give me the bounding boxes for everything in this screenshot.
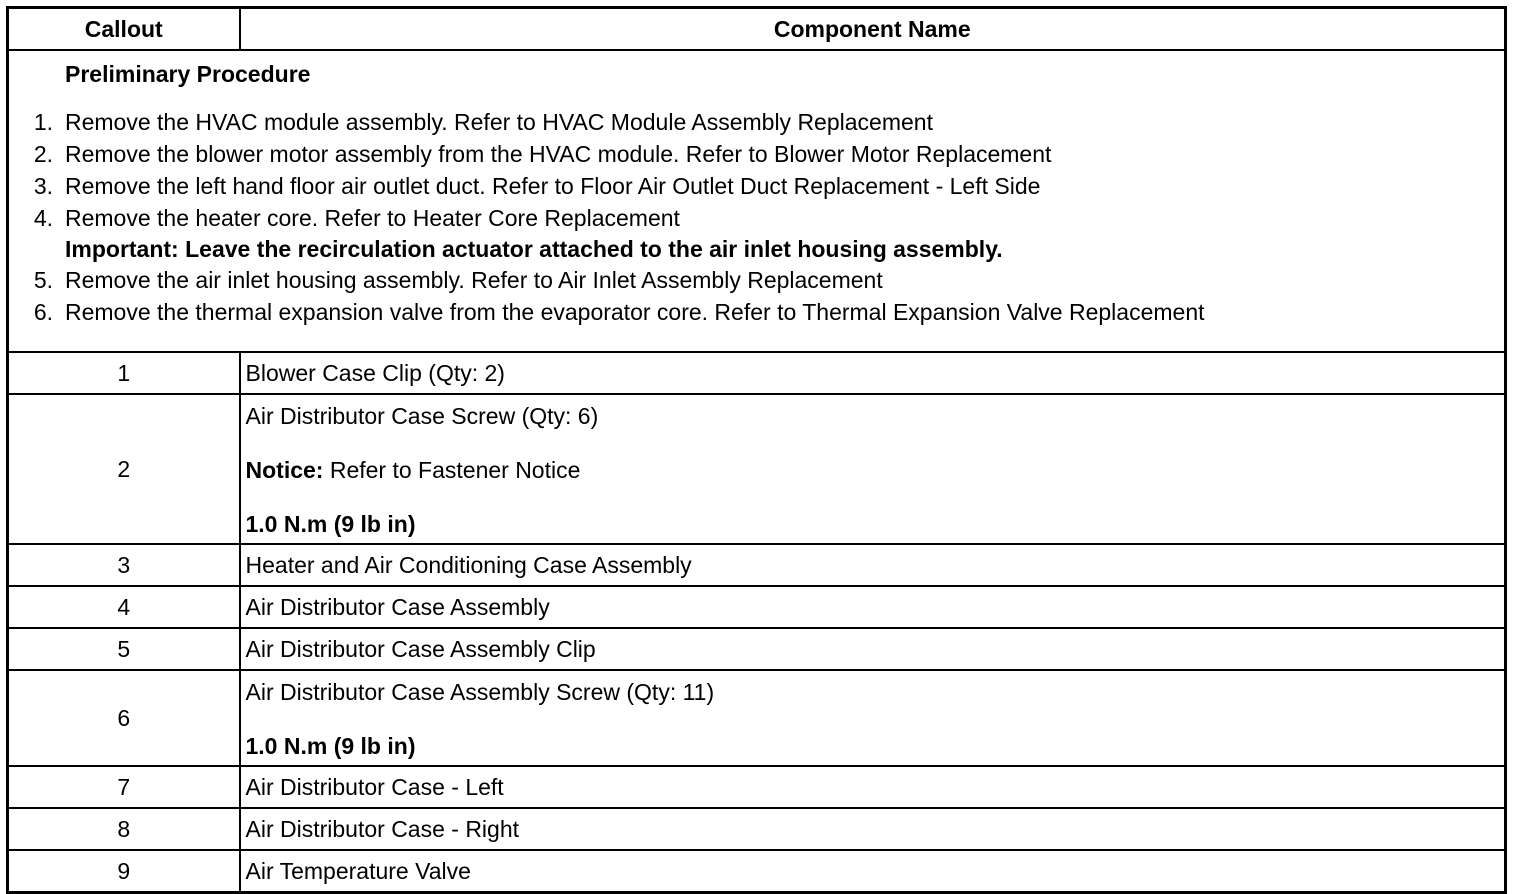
procedure-steps xyxy=(25,106,1504,234)
step-text: Remove the HVAC module assembly. Refer to HVAC Module Assembly Replacement xyxy=(65,109,933,135)
callout-cell: 4 xyxy=(8,586,240,628)
step-number: 6. xyxy=(33,299,53,325)
table-row xyxy=(8,808,1506,850)
step-text: Remove the air inlet housing assembly. Refer to Air Inlet Assembly Replacement xyxy=(65,267,883,293)
table-row xyxy=(8,544,1506,586)
procedure-step xyxy=(25,296,1504,328)
component-name-cell xyxy=(240,394,1506,544)
component-name: Air Distributor Case Screw (Qty: 6) xyxy=(245,403,599,429)
component-name-cell: Air Distributor Case Assembly Clip xyxy=(240,628,1506,670)
callout-header: Callout xyxy=(8,8,240,51)
table-row xyxy=(8,394,1506,544)
procedure-step xyxy=(25,170,1504,202)
component-name-cell: Air Distributor Case - Left xyxy=(240,766,1506,808)
callout-cell: 9 xyxy=(8,850,240,893)
component-name-cell: Air Temperature Valve xyxy=(240,850,1506,893)
table-row xyxy=(8,586,1506,628)
procedure-step xyxy=(25,106,1504,138)
preliminary-procedure-row xyxy=(8,50,1506,352)
component-name-header: Component Name xyxy=(240,8,1506,51)
callout-cell: 8 xyxy=(8,808,240,850)
table-row xyxy=(8,670,1506,766)
table-row xyxy=(8,766,1506,808)
step-number: 4. xyxy=(33,205,53,231)
step-text: Remove the left hand floor air outlet duct. Refer to Floor Air Outlet Duct Replacement - Left Side xyxy=(65,173,1041,199)
procedure-steps-continued xyxy=(25,264,1504,328)
component-name-cell: Air Distributor Case - Right xyxy=(240,808,1506,850)
component-name-cell: Blower Case Clip (Qty: 2) xyxy=(240,352,1506,394)
callout-cell: 5 xyxy=(8,628,240,670)
table-row xyxy=(8,850,1506,893)
notice-line xyxy=(246,457,1505,483)
component-name-cell xyxy=(240,670,1506,766)
step-number: 3. xyxy=(33,173,53,199)
component-table xyxy=(6,6,1507,894)
procedure-title: Preliminary Procedure xyxy=(65,61,311,87)
callout-cell: 2 xyxy=(8,394,240,544)
callout-cell: 6 xyxy=(8,670,240,766)
preliminary-procedure-cell xyxy=(8,50,1506,352)
component-name-cell: Heater and Air Conditioning Case Assembly xyxy=(240,544,1506,586)
step-text: Remove the thermal expansion valve from the evaporator core. Refer to Thermal Expansion Valve Replacement xyxy=(65,299,1205,325)
procedure-step xyxy=(25,138,1504,170)
torque-spec: 1.0 N.m (9 lb in) xyxy=(245,733,416,759)
procedure-step xyxy=(25,202,1504,234)
table-row xyxy=(8,352,1506,394)
step-text: Remove the heater core. Refer to Heater Core Replacement xyxy=(65,205,680,231)
component-name-cell: Air Distributor Case Assembly xyxy=(240,586,1506,628)
callout-cell: 7 xyxy=(8,766,240,808)
notice-text: Refer to Fastener Notice xyxy=(323,457,581,483)
callout-cell: 3 xyxy=(8,544,240,586)
notice-label: Notice: xyxy=(245,457,324,483)
step-number: 1. xyxy=(33,109,53,135)
step-number: 2. xyxy=(33,141,53,167)
important-note: Important: Leave the recirculation actuator attached to the air inlet housing assembly. xyxy=(65,236,1003,262)
table-header-row xyxy=(8,8,1506,51)
component-name: Air Distributor Case Assembly Screw (Qty: 11) xyxy=(245,679,715,705)
step-text: Remove the blower motor assembly from the HVAC module. Refer to Blower Motor Replacement xyxy=(65,141,1052,167)
procedure-step xyxy=(25,264,1504,296)
table-row xyxy=(8,628,1506,670)
callout-cell: 1 xyxy=(8,352,240,394)
torque-spec: 1.0 N.m (9 lb in) xyxy=(245,511,416,537)
step-number: 5. xyxy=(33,267,53,293)
